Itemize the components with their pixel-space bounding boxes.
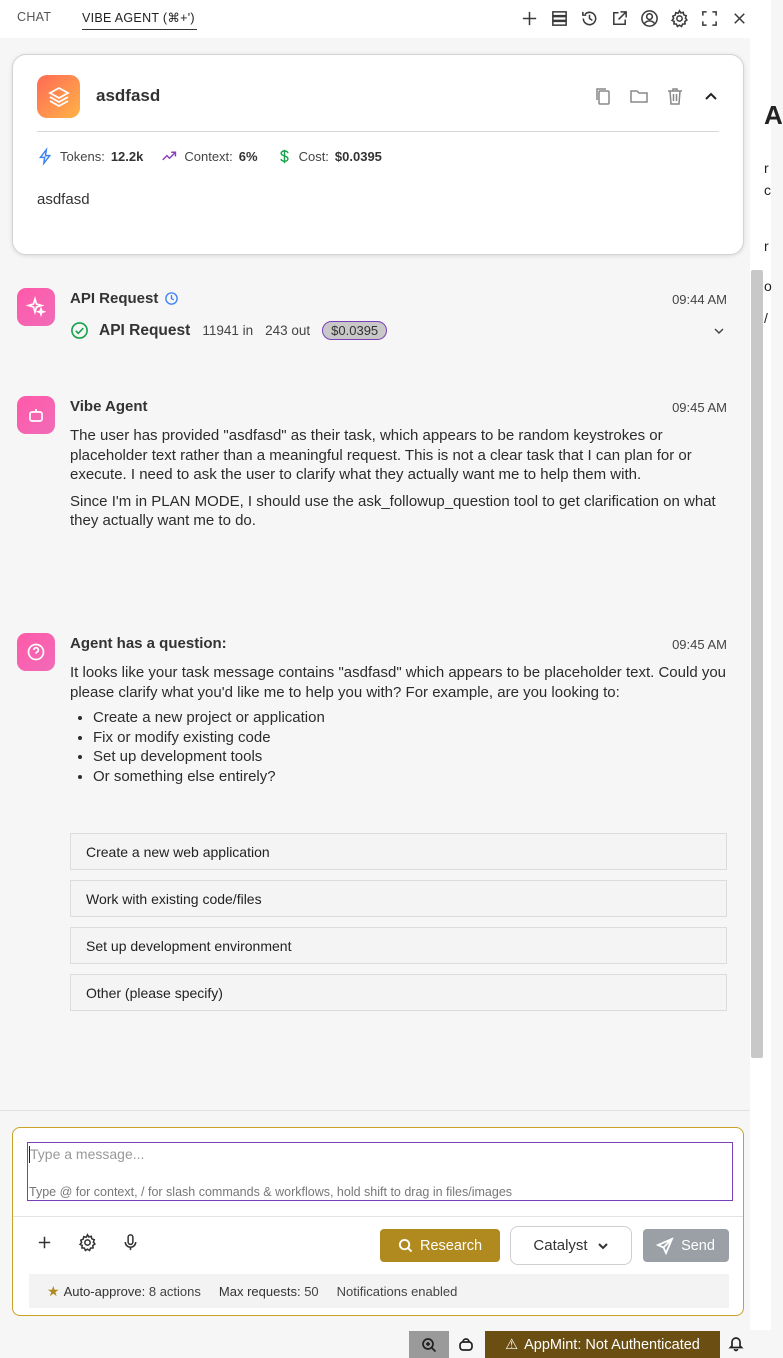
adjacent-text: r (764, 238, 769, 254)
research-button[interactable]: Research (380, 1229, 500, 1262)
gear-icon[interactable] (669, 8, 689, 28)
message-body (70, 426, 727, 538)
copilot-icon[interactable] (455, 1335, 477, 1355)
stat-tokens: Tokens: 12.2k (37, 148, 143, 165)
bell-icon[interactable] (728, 1335, 748, 1355)
microphone-icon[interactable] (121, 1233, 140, 1252)
fullscreen-icon[interactable] (699, 8, 719, 28)
gear-icon[interactable] (78, 1233, 97, 1252)
adjacent-text: c (764, 182, 771, 198)
list-item: • Or something else entirely? (93, 767, 727, 787)
composer-status-row (29, 1274, 729, 1308)
task-stats (37, 148, 382, 165)
chevron-up-icon[interactable] (701, 86, 721, 111)
plus-icon[interactable] (519, 8, 539, 28)
list-item: • Fix or modify existing code (93, 728, 727, 748)
paragraph: Since I'm in PLAN MODE, I should use the ask_followup_question tool to get clarification on what they actually want me to do. (70, 492, 716, 529)
task-description: asdfasd (37, 191, 90, 208)
close-icon[interactable] (729, 8, 749, 28)
robot-icon (17, 396, 55, 434)
message-input-box[interactable] (27, 1142, 733, 1201)
message-input[interactable] (30, 1146, 710, 1162)
external-link-icon[interactable] (609, 8, 629, 28)
warning-icon: ⚠ (505, 1336, 519, 1353)
adjacent-text: / (764, 310, 768, 326)
message-header: API Request (70, 290, 179, 307)
trend-up-icon (161, 148, 178, 165)
api-request-row[interactable] (70, 321, 727, 340)
layers-icon (37, 75, 80, 118)
sparkle-icon (17, 288, 55, 326)
trash-icon[interactable] (665, 86, 685, 111)
option-button[interactable]: Create a new web application (70, 833, 727, 870)
question-icon (17, 633, 55, 671)
tokens-out: 243 out (265, 323, 311, 338)
task-card (12, 54, 744, 255)
top-bar (0, 0, 771, 38)
server-icon[interactable] (549, 8, 569, 28)
message-header: Agent has a question: (70, 635, 227, 652)
paragraph: The user has provided "asdfasd" as their task, which appears to be random keystrokes or placeholder text rather than a meaningful request. This is not a clear task that I can plan for or execute. I need to ask the user to clarify what they actually want me to help them with. (70, 427, 692, 483)
question-bullets (93, 708, 727, 786)
option-button[interactable]: Work with existing code/files (70, 880, 727, 917)
text-caret (29, 1146, 30, 1163)
api-request-label: API Request (99, 321, 191, 339)
task-title: asdfasd (96, 86, 161, 105)
composer-tools (35, 1233, 140, 1252)
adjacent-text: o (764, 278, 772, 294)
auto-approve[interactable]: ★ Auto-approve: 8 actions (47, 1282, 201, 1299)
stat-context: Context: 6% (161, 148, 257, 165)
star-icon: ★ (47, 1282, 60, 1299)
task-actions (593, 86, 721, 111)
message-header: Vibe Agent (70, 398, 148, 415)
clock-icon (164, 291, 179, 306)
lightning-icon (37, 148, 54, 165)
answer-options (70, 833, 727, 1021)
folder-icon[interactable] (629, 86, 649, 111)
cost-badge: $0.0395 (322, 321, 387, 340)
list-item: • Set up development tools (93, 747, 727, 767)
max-requests: Max requests: 50 (218, 1283, 319, 1299)
divider (37, 131, 719, 132)
scrollbar[interactable] (751, 270, 763, 1058)
adjacent-text: A (764, 100, 783, 130)
chevron-down-icon (597, 1240, 609, 1252)
api-request-message (17, 288, 727, 348)
search-icon (398, 1238, 413, 1253)
account-icon[interactable] (639, 8, 659, 28)
composer (12, 1127, 744, 1316)
option-button[interactable]: Set up development environment (70, 927, 727, 964)
tab-vibe-agent[interactable]: VIBE AGENT (⌘+') (82, 11, 195, 25)
check-circle-icon (70, 321, 89, 340)
message-time: 09:44 AM (672, 292, 727, 307)
agent-message (17, 396, 727, 566)
send-icon (657, 1238, 673, 1254)
dollar-icon (276, 148, 293, 165)
stat-cost: Cost: $0.0395 (276, 148, 382, 165)
divider (13, 1216, 743, 1217)
history-icon[interactable] (579, 8, 599, 28)
chevron-down-icon[interactable] (711, 323, 727, 339)
status-bar (0, 1330, 771, 1358)
list-item: • Create a new project or application (93, 708, 727, 728)
message-body (70, 663, 727, 786)
auth-status[interactable]: ⚠ AppMint: Not Authenticated (485, 1331, 720, 1358)
input-hint: Type @ for context, / for slash commands & workflows, hold shift to drag in files/images (29, 1185, 513, 1199)
option-button[interactable]: Other (please specify) (70, 974, 727, 1011)
zoom-icon[interactable] (409, 1331, 449, 1358)
question-text: It looks like your task message contains "asdfasd" which appears to be placeholder text. Could you please clarify what you'd like me to help you with? For example, are you looking to: (70, 664, 727, 701)
message-time: 09:45 AM (672, 400, 727, 415)
message-time: 09:45 AM (672, 637, 727, 652)
send-button[interactable]: Send (643, 1229, 729, 1262)
notifications-status: Notifications enabled (336, 1283, 458, 1299)
divider (0, 1110, 750, 1111)
tab-chat[interactable]: CHAT (17, 10, 52, 24)
question-message (17, 633, 727, 823)
adjacent-text: r (764, 160, 769, 176)
model-selector[interactable]: Catalyst (510, 1226, 632, 1265)
plus-icon[interactable] (35, 1233, 54, 1252)
tokens-in: 11941 in (202, 323, 254, 338)
top-toolbar (519, 8, 749, 28)
copy-icon[interactable] (593, 86, 613, 111)
